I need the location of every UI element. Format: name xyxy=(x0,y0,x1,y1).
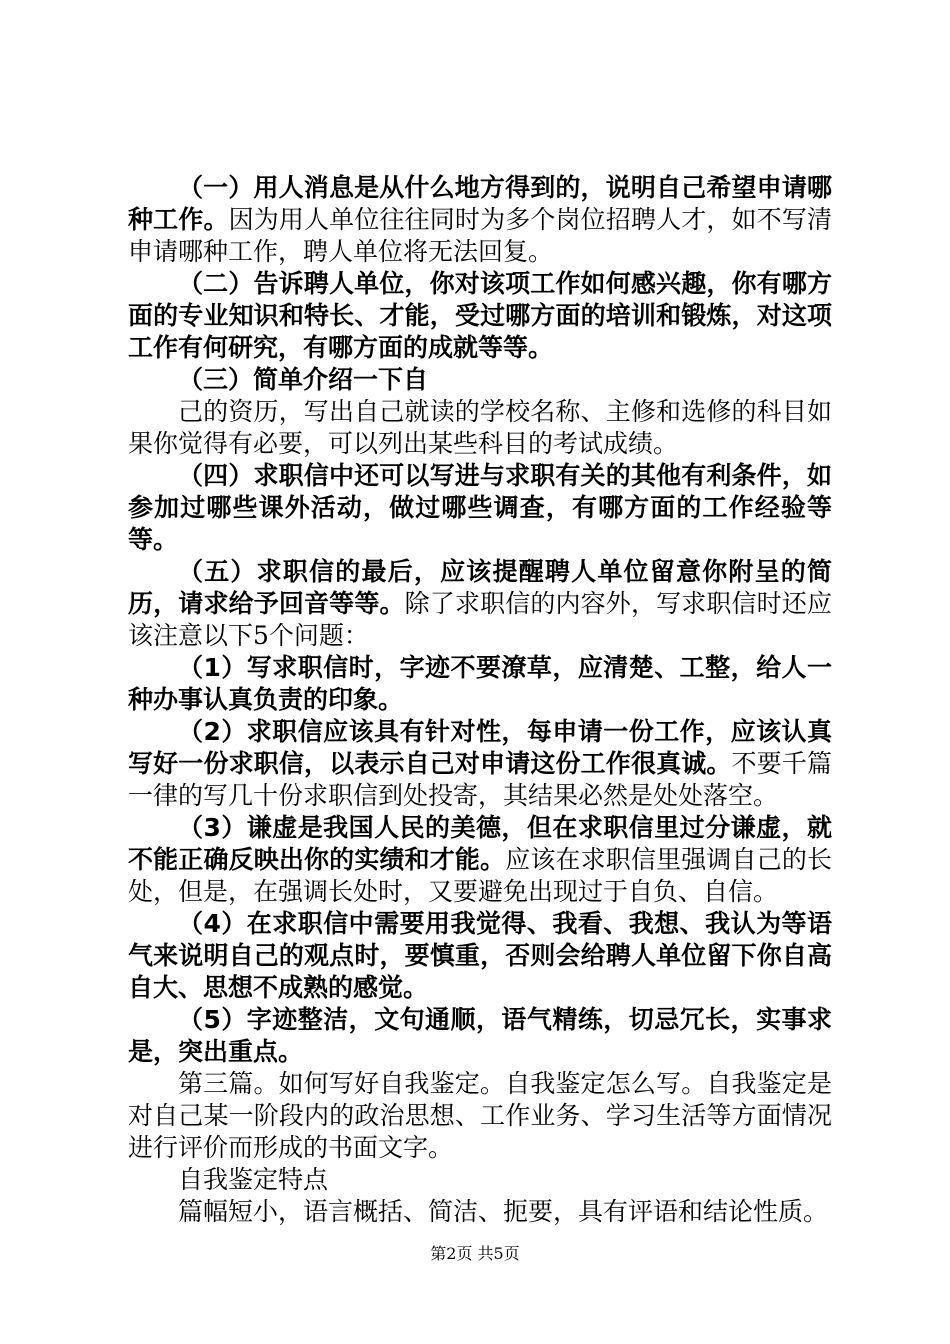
paragraph-1-bold-run: （一）用人消息是从什么地方得到的，说明自己希望申请哪种工作。 xyxy=(128,173,832,234)
paragraph-13 xyxy=(128,1164,832,1196)
paragraph-13-normal-run: 自我鉴定特点 xyxy=(178,1165,329,1194)
paragraph-12-normal-run: 第三篇。如何写好自我鉴定。自我鉴定怎么写。自我鉴定是对自己某一阶段内的政治思想、工作业务、学习生活等方面情况进行评价而形成的书面文字。 xyxy=(128,1069,832,1162)
paragraph-8-normal-run: 不要千篇一律的写几十份求职信到处投寄，其结果必然是处处落空。 xyxy=(128,749,832,810)
paragraph-6-normal-run: 除了求职信的内容外，写求职信时还应该注意以下5个问题： xyxy=(128,589,832,650)
paragraph-7 xyxy=(128,652,832,716)
paragraph-11 xyxy=(128,1004,832,1068)
paragraph-3 xyxy=(128,364,832,396)
paragraph-12 xyxy=(128,1068,832,1164)
paragraph-14-normal-run: 篇幅短小，语言概括、简洁、扼要，具有评语和结论性质。 xyxy=(178,1197,829,1226)
paragraph-7-bold-run: （1）写求职信时，字迹不要潦草，应清楚、工整，给人一种办事认真负责的印象。 xyxy=(128,653,832,714)
paragraph-11-bold-run: （5）字迹整洁，文句通顺，语气精练，切忌冗长，实事求是，突出重点。 xyxy=(128,1005,832,1066)
paragraph-10 xyxy=(128,908,832,1004)
paragraph-8-bold-run: （2）求职信应该具有针对性，每申请一份工作，应该认真写好一份求职信，以表示自己对申请这份工作很真诚。 xyxy=(128,717,832,778)
paragraph-4-normal-run: 己的资历，写出自己就读的学校名称、主修和选修的科目如果你觉得有必要，可以列出某些科目的考试成绩。 xyxy=(128,397,832,458)
paragraph-1-normal-run: 因为用人单位往往同时为多个岗位招聘人才，如不写清申请哪种工作，聘人单位将无法回复。 xyxy=(128,205,832,266)
paragraph-3-bold-run: （三）简单介绍一下自 xyxy=(178,365,429,394)
page-number-footer: 第2页 共5页 xyxy=(430,1244,520,1263)
paragraph-9-normal-run: 应该在求职信里强调自己的长处，但是，在强调长处时，又要避免出现过于自负、自信。 xyxy=(128,845,832,906)
paragraph-9 xyxy=(128,812,832,908)
paragraph-2 xyxy=(128,268,832,364)
paragraph-9-bold-run: （3）谦虚是我国人民的美德，但在求职信里过分谦虚，就不能正确反映出你的实绩和才能。 xyxy=(128,813,832,874)
paragraph-5 xyxy=(128,460,832,556)
paragraph-1 xyxy=(128,172,832,268)
document-body xyxy=(128,172,832,1228)
paragraph-14 xyxy=(128,1196,832,1228)
paragraph-6 xyxy=(128,556,832,652)
paragraph-6-bold-run: （五）求职信的最后，应该提醒聘人单位留意你附呈的简历，请求给予回音等等。 xyxy=(128,557,832,618)
paragraph-2-bold-run: （二）告诉聘人单位，你对该项工作如何感兴趣，你有哪方面的专业知识和特长、才能，受过哪方面的培训和锻炼，对这项工作有何研究，有哪方面的成就等等。 xyxy=(128,269,832,362)
paragraph-8 xyxy=(128,716,832,812)
paragraph-5-bold-run: （四）求职信中还可以写进与求职有关的其他有利条件，如参加过哪些课外活动，做过哪些调查，有哪方面的工作经验等等。 xyxy=(128,461,832,554)
paragraph-4 xyxy=(128,396,832,460)
paragraph-10-bold-run: （4）在求职信中需要用我觉得、我看、我想、我认为等语气来说明自己的观点时，要慎重，否则会给聘人单位留下你自高自大、思想不成熟的感觉。 xyxy=(128,909,832,1002)
